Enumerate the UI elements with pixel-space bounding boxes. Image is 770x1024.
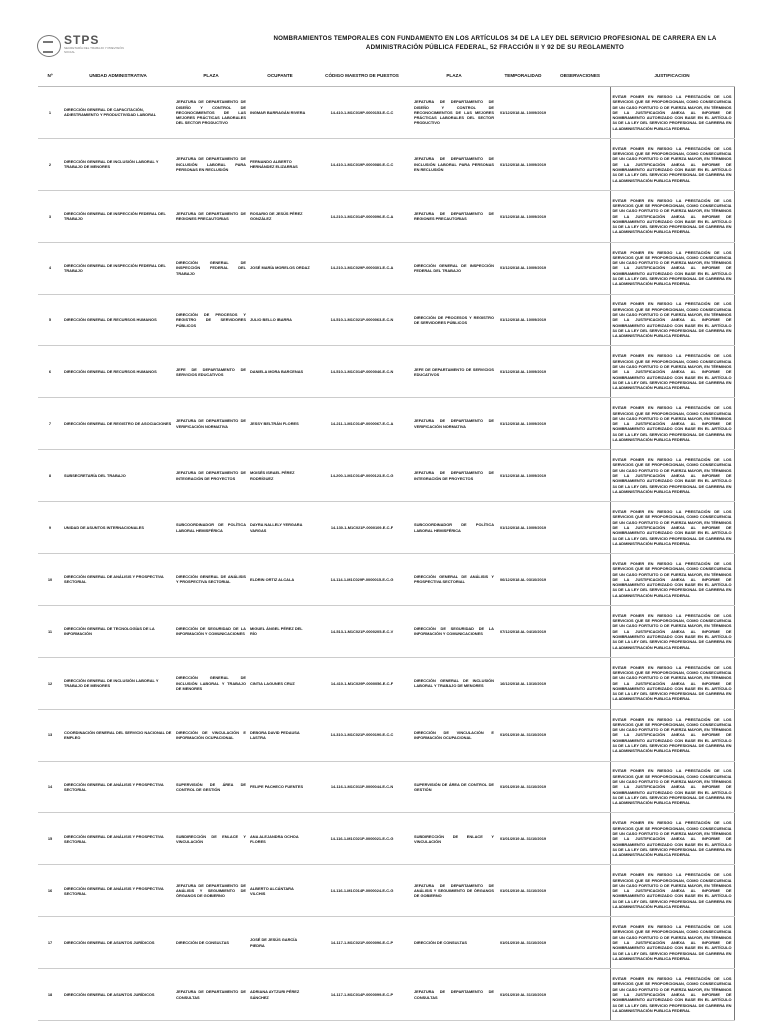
row-number: 2 — [38, 138, 62, 190]
plaza-2: JEFATURA DE DEPARTAMENTO DE REGIONES PRECAUTORIAS — [412, 190, 496, 242]
temporalidad: 01/01/2019 AL 31/10/2019 — [496, 813, 550, 865]
table-row — [38, 138, 734, 190]
codigo-maestro: 14-210-1-M1C029P-0000301-E-C-A — [312, 242, 412, 294]
plaza-2: DIRECCIÓN GENERAL DE ANÁLISIS Y PROSPECTIVA SECTORIAL — [412, 554, 496, 606]
row-number: 16 — [38, 865, 62, 917]
ocupante: FERNANDO ALBERTO HERNÁNDEZ ELIZARRAS — [248, 138, 312, 190]
temporalidad: 01/12/2018 AL 10/09/2019 — [496, 450, 550, 502]
plaza: DIRECCIÓN GENERAL DE INCLUSIÓN LABORAL Y TRABAJO DE MENORES — [174, 657, 248, 709]
row-number: 6 — [38, 346, 62, 398]
observaciones — [550, 398, 610, 450]
document-title: NOMBRAMIENTOS TEMPORALES CON FUNDAMENTO EN LOS ARTÍCULOS 34 DE LA LEY DEL SERVICIO PROFESIONAL DE CARRERA EN LA ADMINISTRACIÓN PÚBLICA FEDERAL, 52 FRACCIÓN II Y 92 DE SU REGLAMENTO — [273, 35, 717, 51]
temporalidad: 01/12/2018 AL 10/09/2019 — [496, 346, 550, 398]
row-number: 15 — [38, 813, 62, 865]
plaza: DIRECCIÓN DE CONSULTAS — [174, 917, 248, 969]
observaciones — [550, 917, 610, 969]
plaza: JEFATURA DE DEPARTAMENTO DE CONSULTAS — [174, 969, 248, 1021]
justificacion: EVITAR PONER EN RIESGO LA PRESTACIÓN DE LOS SERVICIOS QUE SE PROPORCIONAN, COMO CONSECUENCIA DE UN CASO FORTUITO O DE FUERZA MAYOR, EN TÉRMINOS DE LA JUSTIFICACIÓN ANEXA AL INFORME DE NOMBRAMIENTO AUTORIZADO CON BASE EN EL ARTÍCULO 34 DE LA LEY DEL SERVICIO PROFESIONAL DE CARRERA EN LA ADMINISTRACIÓN PUBLICA FEDERAL — [610, 657, 734, 709]
row-number: 7 — [38, 398, 62, 450]
justificacion: EVITAR PONER EN RIESGO LA PRESTACIÓN DE LOS SERVICIOS QUE SE PROPORCIONAN, COMO CONSECUENCIA DE UN CASO FORTUITO O DE FUERZA MAYOR, EN TÉRMINOS DE LA JUSTIFICACIÓN ANEXA AL INFORME DE NOMBRAMIENTO AUTORIZADO CON BASE EN EL ARTÍCULO 34 DE LA LEY DEL SERVICIO PROFESIONAL DE CARRERA EN LA ADMINISTRACIÓN PUBLICA FEDERAL — [610, 502, 734, 554]
plaza: SUBCOORDINADOR DE POLÍTICA LABORAL HEMISFÉRICA — [174, 502, 248, 554]
justificacion: EVITAR PONER EN RIESGO LA PRESTACIÓN DE LOS SERVICIOS QUE SE PROPORCIONAN, COMO CONSECUENCIA DE UN CASO FORTUITO O DE FUERZA MAYOR, EN TÉRMINOS DE LA JUSTIFICACIÓN ANEXA AL INFORME DE NOMBRAMIENTO AUTORIZADO CON BASE EN EL ARTÍCULO 34 DE LA LEY DEL SERVICIO PROFESIONAL DE CARRERA EN LA ADMINISTRACIÓN PUBLICA FEDERAL — [610, 138, 734, 190]
temporalidad: 01/12/2018 AL 10/09/2019 — [496, 294, 550, 346]
table-row — [38, 450, 734, 502]
ocupante: DANIELA MORA BARCENAS — [248, 346, 312, 398]
justificacion: EVITAR PONER EN RIESGO LA PRESTACIÓN DE LOS SERVICIOS QUE SE PROPORCIONAN, COMO CONSECUENCIA DE UN CASO FORTUITO O DE FUERZA MAYOR, EN TÉRMINOS DE LA JUSTIFICACIÓN ANEXA AL INFORME DE NOMBRAMIENTO AUTORIZADO CON BASE EN EL ARTÍCULO 34 DE LA LEY DEL SERVICIO PROFESIONAL DE CARRERA EN LA ADMINISTRACIÓN PUBLICA FEDERAL — [610, 917, 734, 969]
appointments-table — [38, 64, 735, 1021]
codigo-maestro: 14-211-1-M1C014P-0000067-E-C-A — [312, 398, 412, 450]
justificacion: EVITAR PONER EN RIESGO LA PRESTACIÓN DE LOS SERVICIOS QUE SE PROPORCIONAN, COMO CONSECUENCIA DE UN CASO FORTUITO O DE FUERZA MAYOR, EN TÉRMINOS DE LA JUSTIFICACIÓN ANEXA AL INFORME DE NOMBRAMIENTO AUTORIZADO CON BASE EN EL ARTÍCULO 34 DE LA LEY DEL SERVICIO PROFESIONAL DE CARRERA EN LA ADMINISTRACIÓN PUBLICA FEDERAL — [610, 761, 734, 813]
plaza-2: SUPERVISIÓN DE ÁREA DE CONTROL DE GESTIÓN — [412, 761, 496, 813]
observaciones — [550, 190, 610, 242]
plaza-2: DIRECCIÓN GENERAL DE INCLUSIÓN LABORAL Y TRABAJO DE MENORES — [412, 657, 496, 709]
observaciones — [550, 709, 610, 761]
ocupante: JOSÉ DE JESÚS GARCÍA PIEDRA — [248, 917, 312, 969]
codigo-maestro: 14-117-1-M1C014P-0000099-E-C-P — [312, 969, 412, 1021]
unidad-administrativa: DIRECCIÓN GENERAL DE ANÁLISIS Y PROSPECTIVA SECTORIAL — [62, 865, 174, 917]
unidad-administrativa: DIRECCIÓN GENERAL DE ASUNTOS JURÍDICOS — [62, 917, 174, 969]
observaciones — [550, 969, 610, 1021]
row-number: 1 — [38, 87, 62, 139]
table-row — [38, 502, 734, 554]
ocupante: DAYRA NALLELY YERGARA VARGAS — [248, 502, 312, 554]
row-number: 17 — [38, 917, 62, 969]
ocupante: ALBERTO ALCÁNTARA VILCHIS — [248, 865, 312, 917]
col-header-justificacion: JUSTIFICACION — [610, 64, 734, 87]
ocupante: ELDRIN ORTIZ ALCALA — [248, 554, 312, 606]
plaza: JEFATURA DE DEPARTAMENTO DE ANÁLISIS Y SEGUIMIENTO DE ÓRGANOS DE GOBIERNO — [174, 865, 248, 917]
plaza: JEFATURA DE DEPARTAMENTO DE INCLUSIÓN LABORAL PARA PERSONAS EN RECLUSIÓN — [174, 138, 248, 190]
codigo-maestro: 14-210-1-M1C014P-0000096-E-C-A — [312, 190, 412, 242]
plaza-2: JEFATURA DE DEPARTAMENTO DE CONSULTAS — [412, 969, 496, 1021]
unidad-administrativa: DIRECCIÓN GENERAL DE RECURSOS HUMANOS — [62, 346, 174, 398]
ocupante: MIGUEL ÁNGEL PÉREZ DEL RÍO — [248, 605, 312, 657]
observaciones — [550, 761, 610, 813]
table-row — [38, 87, 734, 139]
row-number: 8 — [38, 450, 62, 502]
table-row — [38, 190, 734, 242]
plaza: SUBDIRECCIÓN DE ENLACE Y VINCULACIÓN — [174, 813, 248, 865]
table-header-row — [38, 64, 734, 87]
row-number: 5 — [38, 294, 62, 346]
plaza-2: JEFE DE DEPARTAMENTO DE SERVICIOS EDUCATIVOS — [412, 346, 496, 398]
temporalidad: 01/12/2018 AL 10/09/2019 — [496, 242, 550, 294]
plaza-2: SUBDIRECCIÓN DE ENLACE Y VINCULACIÓN — [412, 813, 496, 865]
temporalidad: 01/01/2019 AL 31/10/2019 — [496, 865, 550, 917]
observaciones — [550, 294, 610, 346]
table-row — [38, 761, 734, 813]
row-number: 10 — [38, 554, 62, 606]
row-number: 3 — [38, 190, 62, 242]
justificacion: EVITAR PONER EN RIESGO LA PRESTACIÓN DE LOS SERVICIOS QUE SE PROPORCIONAN, COMO CONSECUENCIA DE UN CASO FORTUITO O DE FUERZA MAYOR, EN TÉRMINOS DE LA JUSTIFICACIÓN ANEXA AL INFORME DE NOMBRAMIENTO AUTORIZADO CON BASE EN EL ARTÍCULO 34 DE LA LEY DEL SERVICIO PROFESIONAL DE CARRERA EN LA ADMINISTRACIÓN PUBLICA FEDERAL — [610, 709, 734, 761]
ocupante: FELIPE PACHECO FUENTES — [248, 761, 312, 813]
row-number: 18 — [38, 969, 62, 1021]
observaciones — [550, 242, 610, 294]
unidad-administrativa: DIRECCIÓN GENERAL DE TECNOLOGÍAS DE LA INFORMACIÓN — [62, 605, 174, 657]
table-row — [38, 657, 734, 709]
plaza-2: DIRECCIÓN DE VINCULACIÓN E INFORMACIÓN OCUPACIONAL — [412, 709, 496, 761]
observaciones — [550, 657, 610, 709]
plaza: DIRECCIÓN DE VINCULACIÓN E INFORMACIÓN OCUPACIONAL — [174, 709, 248, 761]
codigo-maestro: 14-116-1-M1C011P-0000044-E-C-N — [312, 761, 412, 813]
temporalidad: 16/12/2018 AL 13/10/2019 — [496, 657, 550, 709]
unidad-administrativa: DIRECCIÓN GENERAL DE CAPACITACIÓN, ADIESTRAMIENTO Y PRODUCTIVIDAD LABORAL — [62, 87, 174, 139]
col-header-unidad: UNIDAD ADMINISTRATIVA — [62, 64, 174, 87]
col-header-codigo: CÓDIGO MAESTRO DE PUESTOS — [312, 64, 412, 87]
logo-name: STPS — [64, 33, 100, 47]
row-number: 14 — [38, 761, 62, 813]
codigo-maestro: 14-410-1-M1C029P-0000056-E-C-F — [312, 657, 412, 709]
observaciones — [550, 346, 610, 398]
plaza-2: JEFATURA DE DEPARTAMENTO DE INTEGRACIÓN DE PROYECTOS — [412, 450, 496, 502]
plaza-2: DIRECCIÓN GENERAL DE INSPECCIÓN FEDERAL DEL TRABAJO — [412, 242, 496, 294]
ocupante: JULIO BELLO IBARRA — [248, 294, 312, 346]
observaciones — [550, 138, 610, 190]
table-row — [38, 917, 734, 969]
ocupante: ROSARIO DE JESÚS PÉREZ GONZÁLEZ — [248, 190, 312, 242]
stps-logo — [37, 33, 137, 59]
codigo-maestro: 14-117-1-M1C021P-0000096-E-C-P — [312, 917, 412, 969]
justificacion: EVITAR PONER EN RIESGO LA PRESTACIÓN DE LOS SERVICIOS QUE SE PROPORCIONAN, COMO CONSECUENCIA DE UN CASO FORTUITO O DE FUERZA MAYOR, EN TÉRMINOS DE LA JUSTIFICACIÓN ANEXA AL INFORME DE NOMBRAMIENTO AUTORIZADO CON BASE EN EL ARTÍCULO 34 DE LA LEY DEL SERVICIO PROFESIONAL DE CARRERA EN LA ADMINISTRACIÓN PUBLICA FEDERAL — [610, 190, 734, 242]
justificacion: EVITAR PONER EN RIESGO LA PRESTACIÓN DE LOS SERVICIOS QUE SE PROPORCIONAN, COMO CONSECUENCIA DE UN CASO FORTUITO O DE FUERZA MAYOR, EN TÉRMINOS DE LA JUSTIFICACIÓN ANEXA AL INFORME DE NOMBRAMIENTO AUTORIZADO CON BASE EN EL ARTÍCULO 34 DE LA LEY DEL SERVICIO PROFESIONAL DE CARRERA EN LA ADMINISTRACIÓN PUBLICA FEDERAL — [610, 346, 734, 398]
temporalidad: 01/12/2018 AL 10/09/2019 — [496, 190, 550, 242]
temporalidad: 01/12/2018 AL 10/09/2019 — [496, 502, 550, 554]
temporalidad: 01/12/2018 AL 10/09/2019 — [496, 87, 550, 139]
ocupante: ADRIANA AYTZURI PÉREZ SÁNCHEZ — [248, 969, 312, 1021]
logo-subtitle: SECRETARÍA DEL TRABAJO Y PREVISIÓN SOCIAL — [64, 46, 124, 54]
unidad-administrativa: COORDINACIÓN GENERAL DEL SERVICIO NACIONAL DE EMPLEO — [62, 709, 174, 761]
justificacion: EVITAR PONER EN RIESGO LA PRESTACIÓN DE LOS SERVICIOS QUE SE PROPORCIONAN, COMO CONSECUENCIA DE UN CASO FORTUITO O DE FUERZA MAYOR, EN TÉRMINOS DE LA JUSTIFICACIÓN ANEXA AL INFORME DE NOMBRAMIENTO AUTORIZADO CON BASE EN EL ARTÍCULO 34 DE LA LEY DEL SERVICIO PROFESIONAL DE CARRERA EN LA ADMINISTRACIÓN PUBLICA FEDERAL — [610, 87, 734, 139]
ocupante: JESSY BELTRÁN FLORES — [248, 398, 312, 450]
table-row — [38, 242, 734, 294]
codigo-maestro: 14-200-1-M1C014P-0000123-E-C-G — [312, 450, 412, 502]
justificacion: EVITAR PONER EN RIESGO LA PRESTACIÓN DE LOS SERVICIOS QUE SE PROPORCIONAN, COMO CONSECUENCIA DE UN CASO FORTUITO O DE FUERZA MAYOR, EN TÉRMINOS DE LA JUSTIFICACIÓN ANEXA AL INFORME DE NOMBRAMIENTO AUTORIZADO CON BASE EN EL ARTÍCULO 34 DE LA LEY DEL SERVICIO PROFESIONAL DE CARRERA EN LA ADMINISTRACIÓN PUBLICA FEDERAL — [610, 398, 734, 450]
unidad-administrativa: DIRECCIÓN GENERAL DE INCLUSIÓN LABORAL Y TRABAJO DE MENORES — [62, 657, 174, 709]
codigo-maestro: 14-410-1-M1C019P-0000153-E-C-C — [312, 87, 412, 139]
table-row — [38, 346, 734, 398]
unidad-administrativa: DIRECCIÓN GENERAL DE RECURSOS HUMANOS — [62, 294, 174, 346]
unidad-administrativa: DIRECCIÓN GENERAL DE REGISTRO DE ASOCIACIONES — [62, 398, 174, 450]
temporalidad: 01/01/2019 AL 31/10/2019 — [496, 709, 550, 761]
codigo-maestro: 14-130-1-M1C021P-0000109-E-C-F — [312, 502, 412, 554]
justificacion: EVITAR PONER EN RIESGO LA PRESTACIÓN DE LOS SERVICIOS QUE SE PROPORCIONAN, COMO CONSECUENCIA DE UN CASO FORTUITO O DE FUERZA MAYOR, EN TÉRMINOS DE LA JUSTIFICACIÓN ANEXA AL INFORME DE NOMBRAMIENTO AUTORIZADO CON BASE EN EL ARTÍCULO 34 DE LA LEY DEL SERVICIO PROFESIONAL DE CARRERA EN LA ADMINISTRACIÓN PUBLICA FEDERAL — [610, 554, 734, 606]
table-row — [38, 294, 734, 346]
eagle-seal-icon — [37, 35, 61, 57]
justificacion: EVITAR PONER EN RIESGO LA PRESTACIÓN DE LOS SERVICIOS QUE SE PROPORCIONAN, COMO CONSECUENCIA DE UN CASO FORTUITO O DE FUERZA MAYOR, EN TÉRMINOS DE LA JUSTIFICACIÓN ANEXA AL INFORME DE NOMBRAMIENTO AUTORIZADO CON BASE EN EL ARTÍCULO 34 DE LA LEY DEL SERVICIO PROFESIONAL DE CARRERA EN LA ADMINISTRACIÓN PUBLICA FEDERAL — [610, 865, 734, 917]
codigo-maestro: 14-114-1-M1C029P-0000015-E-C-G — [312, 554, 412, 606]
col-header-num: Nº — [38, 64, 62, 87]
ocupante: MOISÉS ISRAEL PÉREZ RODRÍGUEZ — [248, 450, 312, 502]
plaza-2: JEFATURA DE DEPARTAMENTO DE DISEÑO Y CONTROL DE RECONOCIMIENTOS DE LAS MEJORES PRÁCTICAS LABORALES DEL SECTOR PRODUCTIVO — [412, 87, 496, 139]
codigo-maestro: 14-116-1-M1C014P-0000024-E-C-G — [312, 865, 412, 917]
unidad-administrativa: DIRECCIÓN GENERAL DE ASUNTOS JURÍDICOS — [62, 969, 174, 1021]
plaza-2: JEFATURA DE DEPARTAMENTO DE VERIFICACIÓN NORMATIVA — [412, 398, 496, 450]
row-number: 4 — [38, 242, 62, 294]
ocupante: ANA ALEJANDRA OCHOA FLORES — [248, 813, 312, 865]
temporalidad: 06/12/2018 AL 03/10/2019 — [496, 554, 550, 606]
table-row — [38, 969, 734, 1021]
justificacion: EVITAR PONER EN RIESGO LA PRESTACIÓN DE LOS SERVICIOS QUE SE PROPORCIONAN, COMO CONSECUENCIA DE UN CASO FORTUITO O DE FUERZA MAYOR, EN TÉRMINOS DE LA JUSTIFICACIÓN ANEXA AL INFORME DE NOMBRAMIENTO AUTORIZADO CON BASE EN EL ARTÍCULO 34 DE LA LEY DEL SERVICIO PROFESIONAL DE CARRERA EN LA ADMINISTRACIÓN PUBLICA FEDERAL — [610, 813, 734, 865]
unidad-administrativa: UNIDAD DE ASUNTOS INTERNACIONALES — [62, 502, 174, 554]
observaciones — [550, 813, 610, 865]
unidad-administrativa: DIRECCIÓN GENERAL DE INCLUSIÓN LABORAL Y TRABAJO DE MENORES — [62, 138, 174, 190]
plaza: DIRECCIÓN GENERAL DE INSPECCIÓN FEDERAL DEL TRABAJO — [174, 242, 248, 294]
temporalidad: 01/01/2019 AL 31/10/2019 — [496, 761, 550, 813]
ocupante: JOSÉ MARÍA MORELOS ORDAZ — [248, 242, 312, 294]
row-number: 9 — [38, 502, 62, 554]
col-header-plaza-2: PLAZA — [412, 64, 496, 87]
row-number: 13 — [38, 709, 62, 761]
ocupante: INGMAR BARRAGÁN RIVERA — [248, 87, 312, 139]
plaza: JEFATURA DE DEPARTAMENTO DE DISEÑO Y CONTROL DE RECONOCIMIENTOS DE LAS MEJORES PRÁCTICAS LABORALES DEL SECTOR PRODUCTIVO — [174, 87, 248, 139]
plaza: SUPERVISIÓN DE ÁREA DE CONTROL DE GESTIÓN — [174, 761, 248, 813]
plaza-2: JEFATURA DE DEPARTAMENTO DE ANÁLISIS Y SEGUIMIENTO DE ÓRGANOS DE GOBIERNO — [412, 865, 496, 917]
table-row — [38, 554, 734, 606]
plaza: DIRECCIÓN DE PROCESOS Y REGISTRO DE SERVIDORES PÚBLICOS — [174, 294, 248, 346]
unidad-administrativa: DIRECCIÓN GENERAL DE ANÁLISIS Y PROSPECTIVA SECTORIAL — [62, 813, 174, 865]
col-header-ocupante: OCUPANTE — [248, 64, 312, 87]
temporalidad: 01/01/2019 AL 31/10/2019 — [496, 917, 550, 969]
col-header-temporalidad: TEMPORALIDAD — [496, 64, 550, 87]
codigo-maestro: 14-510-1-M1C014P-0000046-E-C-N — [312, 346, 412, 398]
observaciones — [550, 450, 610, 502]
plaza-2: DIRECCIÓN DE PROCESOS Y REGISTRO DE SERVIDORES PÚBLICOS — [412, 294, 496, 346]
temporalidad: 01/12/2018 AL 10/09/2019 — [496, 138, 550, 190]
plaza-2: SUBCOORDINADOR DE POLÍTICA LABORAL HEMISFÉRICA — [412, 502, 496, 554]
unidad-administrativa: DIRECCIÓN GENERAL DE ANÁLISIS Y PROSPECTIVA SECTORIAL — [62, 554, 174, 606]
codigo-maestro: 14-510-1-M1C021P-0000063-E-C-N — [312, 294, 412, 346]
unidad-administrativa: SUBSECRETARÍA DEL TRABAJO — [62, 450, 174, 502]
observaciones — [550, 502, 610, 554]
codigo-maestro: 14-410-1-M1C019P-0000080-E-C-C — [312, 138, 412, 190]
justificacion: EVITAR PONER EN RIESGO LA PRESTACIÓN DE LOS SERVICIOS QUE SE PROPORCIONAN, COMO CONSECUENCIA DE UN CASO FORTUITO O DE FUERZA MAYOR, EN TÉRMINOS DE LA JUSTIFICACIÓN ANEXA AL INFORME DE NOMBRAMIENTO AUTORIZADO CON BASE EN EL ARTÍCULO 34 DE LA LEY DEL SERVICIO PROFESIONAL DE CARRERA EN LA ADMINISTRACIÓN PUBLICA FEDERAL — [610, 294, 734, 346]
justificacion: EVITAR PONER EN RIESGO LA PRESTACIÓN DE LOS SERVICIOS QUE SE PROPORCIONAN, COMO CONSECUENCIA DE UN CASO FORTUITO O DE FUERZA MAYOR, EN TÉRMINOS DE LA JUSTIFICACIÓN ANEXA AL INFORME DE NOMBRAMIENTO AUTORIZADO CON BASE EN EL ARTÍCULO 34 DE LA LEY DEL SERVICIO PROFESIONAL DE CARRERA EN LA ADMINISTRACIÓN PUBLICA FEDERAL — [610, 969, 734, 1021]
observaciones — [550, 554, 610, 606]
plaza: JEFATURA DE DEPARTAMENTO DE VERIFICACIÓN NORMATIVA — [174, 398, 248, 450]
ocupante: CINTIA LAGUNES CRUZ — [248, 657, 312, 709]
table-row — [38, 865, 734, 917]
plaza: DIRECCIÓN GENERAL DE ANÁLISIS Y PROSPECTIVA SECTORIAL — [174, 554, 248, 606]
codigo-maestro: 14-116-1-M1C021P-0000021-E-C-G — [312, 813, 412, 865]
justificacion: EVITAR PONER EN RIESGO LA PRESTACIÓN DE LOS SERVICIOS QUE SE PROPORCIONAN, COMO CONSECUENCIA DE UN CASO FORTUITO O DE FUERZA MAYOR, EN TÉRMINOS DE LA JUSTIFICACIÓN ANEXA AL INFORME DE NOMBRAMIENTO AUTORIZADO CON BASE EN EL ARTÍCULO 34 DE LA LEY DEL SERVICIO PROFESIONAL DE CARRERA EN LA ADMINISTRACIÓN PUBLICA FEDERAL — [610, 450, 734, 502]
plaza: JEFE DE DEPARTAMENTO DE SERVICIOS EDUCATIVOS — [174, 346, 248, 398]
justificacion: EVITAR PONER EN RIESGO LA PRESTACIÓN DE LOS SERVICIOS QUE SE PROPORCIONAN, COMO CONSECUENCIA DE UN CASO FORTUITO O DE FUERZA MAYOR, EN TÉRMINOS DE LA JUSTIFICACIÓN ANEXA AL INFORME DE NOMBRAMIENTO AUTORIZADO CON BASE EN EL ARTÍCULO 34 DE LA LEY DEL SERVICIO PROFESIONAL DE CARRERA EN LA ADMINISTRACIÓN PUBLICA FEDERAL — [610, 605, 734, 657]
temporalidad: 07/12/2018 AL 04/10/2019 — [496, 605, 550, 657]
table-row — [38, 813, 734, 865]
observaciones — [550, 605, 610, 657]
observaciones — [550, 865, 610, 917]
unidad-administrativa: DIRECCIÓN GENERAL DE ANÁLISIS Y PROSPECTIVA SECTORIAL — [62, 761, 174, 813]
row-number: 12 — [38, 657, 62, 709]
observaciones — [550, 87, 610, 139]
unidad-administrativa: DIRECCIÓN GENERAL DE INSPECCIÓN FEDERAL DEL TRABAJO — [62, 190, 174, 242]
col-header-observaciones: OBSERVACIONES — [550, 64, 610, 87]
plaza-2: JEFATURA DE DEPARTAMENTO DE INCLUSIÓN LABORAL PARA PERSONAS EN RECLUSIÓN — [412, 138, 496, 190]
table-row — [38, 605, 734, 657]
ocupante: DEBORA DAVID PEDAUSA LASTRA — [248, 709, 312, 761]
temporalidad: 01/01/2019 AL 31/10/2019 — [496, 969, 550, 1021]
plaza-2: DIRECCIÓN DE SEGURIDAD DE LA INFORMACIÓN Y COMUNICACIONES — [412, 605, 496, 657]
justificacion: EVITAR PONER EN RIESGO LA PRESTACIÓN DE LOS SERVICIOS QUE SE PROPORCIONAN, COMO CONSECUENCIA DE UN CASO FORTUITO O DE FUERZA MAYOR, EN TÉRMINOS DE LA JUSTIFICACIÓN ANEXA AL INFORME DE NOMBRAMIENTO AUTORIZADO CON BASE EN EL ARTÍCULO 34 DE LA LEY DEL SERVICIO PROFESIONAL DE CARRERA EN LA ADMINISTRACIÓN PUBLICA FEDERAL — [610, 242, 734, 294]
unidad-administrativa: DIRECCIÓN GENERAL DE INSPECCIÓN FEDERAL DEL TRABAJO — [62, 242, 174, 294]
row-number: 11 — [38, 605, 62, 657]
temporalidad: 01/12/2018 AL 10/09/2019 — [496, 398, 550, 450]
plaza: JEFATURA DE DEPARTAMENTO DE REGIONES PRECAUTORIAS — [174, 190, 248, 242]
table-row — [38, 398, 734, 450]
col-header-plaza: PLAZA — [174, 64, 248, 87]
codigo-maestro: 14-310-1-M1C021P-0000190-E-C-C — [312, 709, 412, 761]
plaza: JEFATURA DE DEPARTAMENTO DE INTEGRACIÓN DE PROYECTOS — [174, 450, 248, 502]
codigo-maestro: 14-513-1-M1C021P-0000205-E-C-V — [312, 605, 412, 657]
plaza: DIRECCIÓN DE SEGURIDAD DE LA INFORMACIÓN Y COMUNICACIONES — [174, 605, 248, 657]
table-row — [38, 709, 734, 761]
plaza-2: DIRECCIÓN DE CONSULTAS — [412, 917, 496, 969]
